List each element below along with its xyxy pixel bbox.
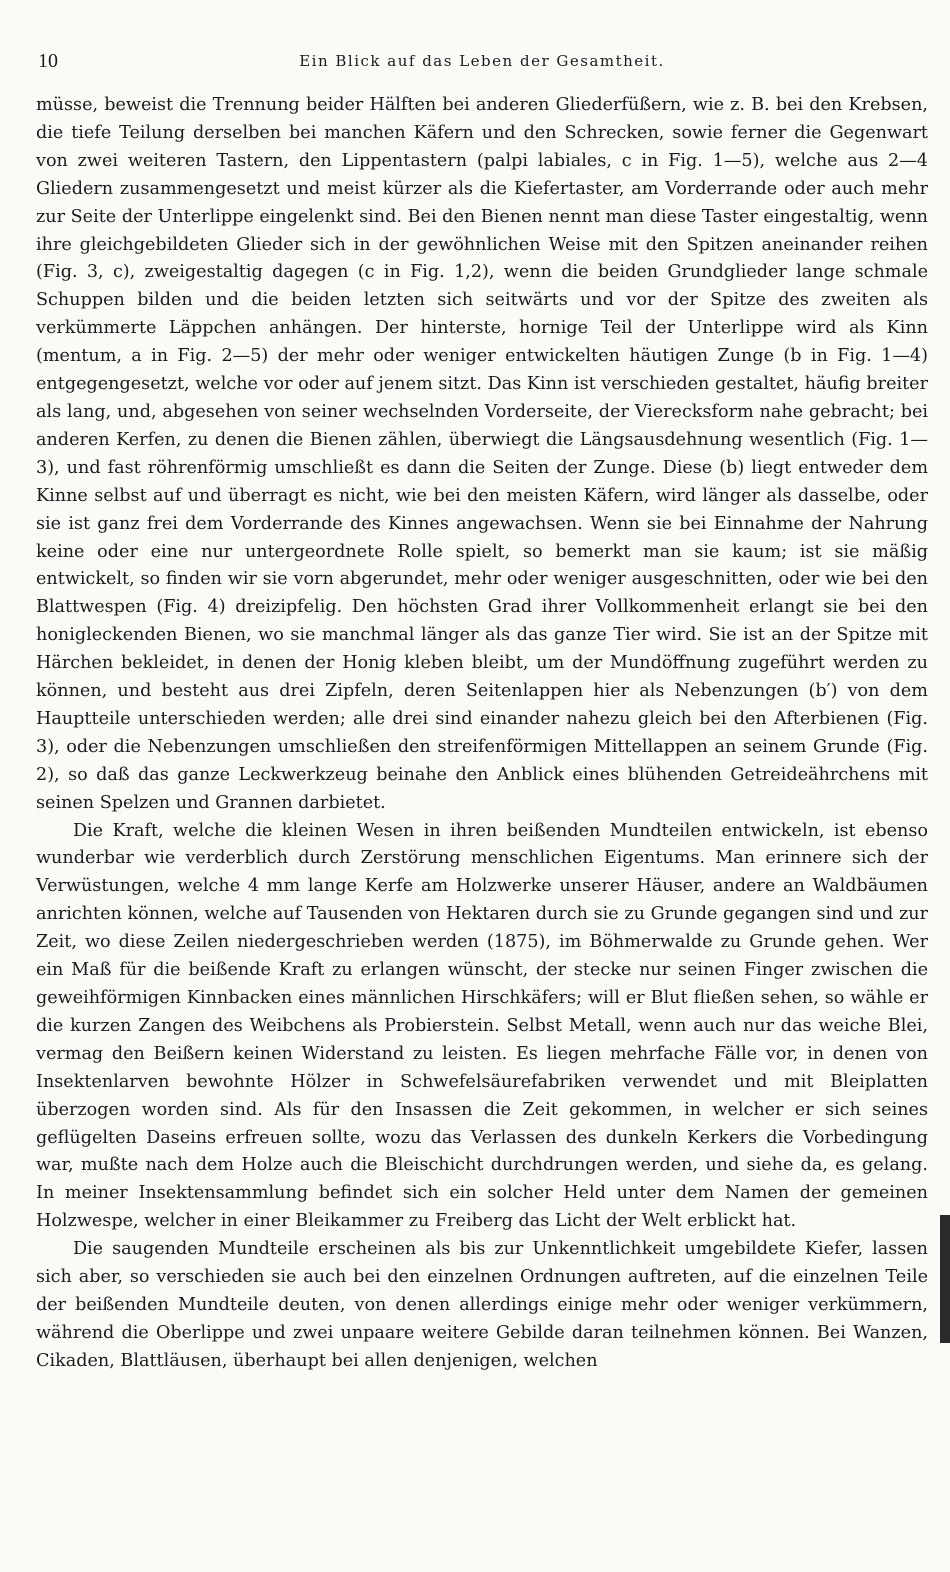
scan-edge-mark xyxy=(940,1215,950,1343)
page-header xyxy=(36,44,928,82)
body-text xyxy=(36,92,928,1376)
paragraph-continued: müsse, beweist die Trennung beider Hälften bei anderen Gliederfüßern, wie z. B. bei den Krebsen, die tiefe Teilung derselben bei manchen Käfern und den Schrecken, sowie ferner die Gegenwart von zwei weiteren Tastern, den Lippentastern (palpi labiales, c in Fig. 1—5), welche aus 2—4 Gliedern zusammengesetzt und meist kürzer als die Kiefertaster, am Vorderrande oder auch mehr zur Seite der Unterlippe eingelenkt sind. Bei den Bienen nennt man diese Taster eingestaltig, wenn ihre gleichgebildeten Glieder sich in der gewöhnlichen Weise mit den Spitzen aneinander reihen (Fig. 3, c), zweigestaltig dagegen (c in Fig. 1,2), wenn die beiden Grundglieder lange schmale Schuppen bilden und die beiden letzten sich seitwärts und vor der Spitze des zweiten als verkümmerte Läppchen anhängen. Der hinterste, hornige Teil der Unterlippe wird als Kinn (mentum, a in Fig. 2—5) der mehr oder weniger entwickelten häutigen Zunge (b in Fig. 1—4) entgegengesetzt, welche vor oder auf jenem sitzt. Das Kinn ist verschieden gestaltet, häufig breiter als lang, und, abgesehen von seiner wechselnden Vorderseite, der Vierecksform nahe gebracht; bei anderen Kerfen, zu denen die Bienen zählen, überwiegt die Längsausdehnung wesentlich (Fig. 1—3), und fast röhrenförmig umschließt es dann die Seiten der Zunge. Diese (b) liegt entweder dem Kinne selbst auf und überragt es nicht, wie bei den meisten Käfern, wird länger als dasselbe, oder sie ist ganz frei dem Vorderrande des Kinnes angewachsen. Wenn sie bei Einnahme der Nahrung keine oder eine nur untergeordnete Rolle spielt, so bemerkt man sie kaum; ist sie mäßig entwickelt, so finden wir sie vorn abgerundet, mehr oder weniger ausgeschnitten, oder wie bei den Blattwespen (Fig. 4) dreizipfelig. Den höchsten Grad ihrer Vollkommenheit erlangt sie bei den honigleckenden Bienen, wo sie manchmal länger als das ganze Tier wird. Sie ist an der Spitze mit Härchen bekleidet, in denen der Honig kleben bleibt, um der Mundöffnung zugeführt werden zu können, und besteht aus drei Zipfeln, deren Seitenlappen hier als Nebenzungen (b′) von dem Hauptteile unterschieden werden; alle drei sind einander nahezu gleich bei den Afterbienen (Fig. 3), oder die Nebenzungen umschließen den streifenförmigen Mittellappen an seinem Grunde (Fig. 2), so daß das ganze Leckwerkzeug beinahe den Anblick eines blühenden Getreideährchens mit seinen Spelzen und Grannen darbietet. xyxy=(36,95,928,813)
paragraph-sucking-mouthparts: Die saugenden Mundteile erscheinen als bis zur Unkenntlichkeit umgebildete Kiefer, lassen sich aber, so verschieden sie auch bei den einzelnen Ordnungen auftreten, auf die einzelnen Teile der beißenden Mundteile deuten, von denen allerdings einige mehr oder weniger verkümmern, während die Oberlippe und zwei unpaare weitere Gebilde daran teilnehmen können. Bei Wanzen, Cikaden, Blattläusen, überhaupt bei allen denjenigen, welchen xyxy=(36,1239,928,1371)
paragraph-biting-force: Die Kraft, welche die kleinen Wesen in ihren beißenden Mundteilen entwickeln, ist ebenso wunderbar wie verderblich durch Zerstörung menschlichen Eigentums. Man erinnere sich der Verwüstungen, welche 4 mm lange Kerfe am Holzwerke unserer Häuser, andere an Waldbäumen anrichten können, welche auf Tausenden von Hektaren durch sie zu Grunde gegangen sind und zur Zeit, wo diese Zeilen niedergeschrieben werden (1875), im Böhmerwalde zu Grunde gehen. Wer ein Maß für die beißende Kraft zu erlangen wünscht, der stecke nur seinen Finger zwischen die geweihförmigen Kinnbacken eines männlichen Hirschkäfers; will er Blut fließen sehen, so wähle er die kurzen Zangen des Weibchens als Probierstein. Selbst Metall, wenn auch nur das weiche Blei, vermag den Beißern keinen Widerstand zu leisten. Es liegen mehrfache Fälle vor, in denen von Insektenlarven bewohnte Hölzer in Schwefelsäurefabriken verwendet und mit Bleiplatten überzogen worden sind. Als für den Insassen die Zeit gekommen, in welcher er sich seines geflügelten Daseins erfreuen sollte, wozu das Verlassen des dunkeln Kerkers die Vorbedingung war, mußte nach dem Holze auch die Bleischicht durchdrungen werden, und siehe da, es gelang. In meiner Insektensammlung befindet sich ein solcher Held unter dem Namen der gemeinen Holzwespe, welcher in einer Bleikammer zu Freiberg das Licht der Welt erblickt hat. xyxy=(36,820,928,1232)
page-number: 10 xyxy=(38,50,58,72)
running-title: Ein Blick auf das Leben der Gesamtheit. xyxy=(299,52,665,70)
